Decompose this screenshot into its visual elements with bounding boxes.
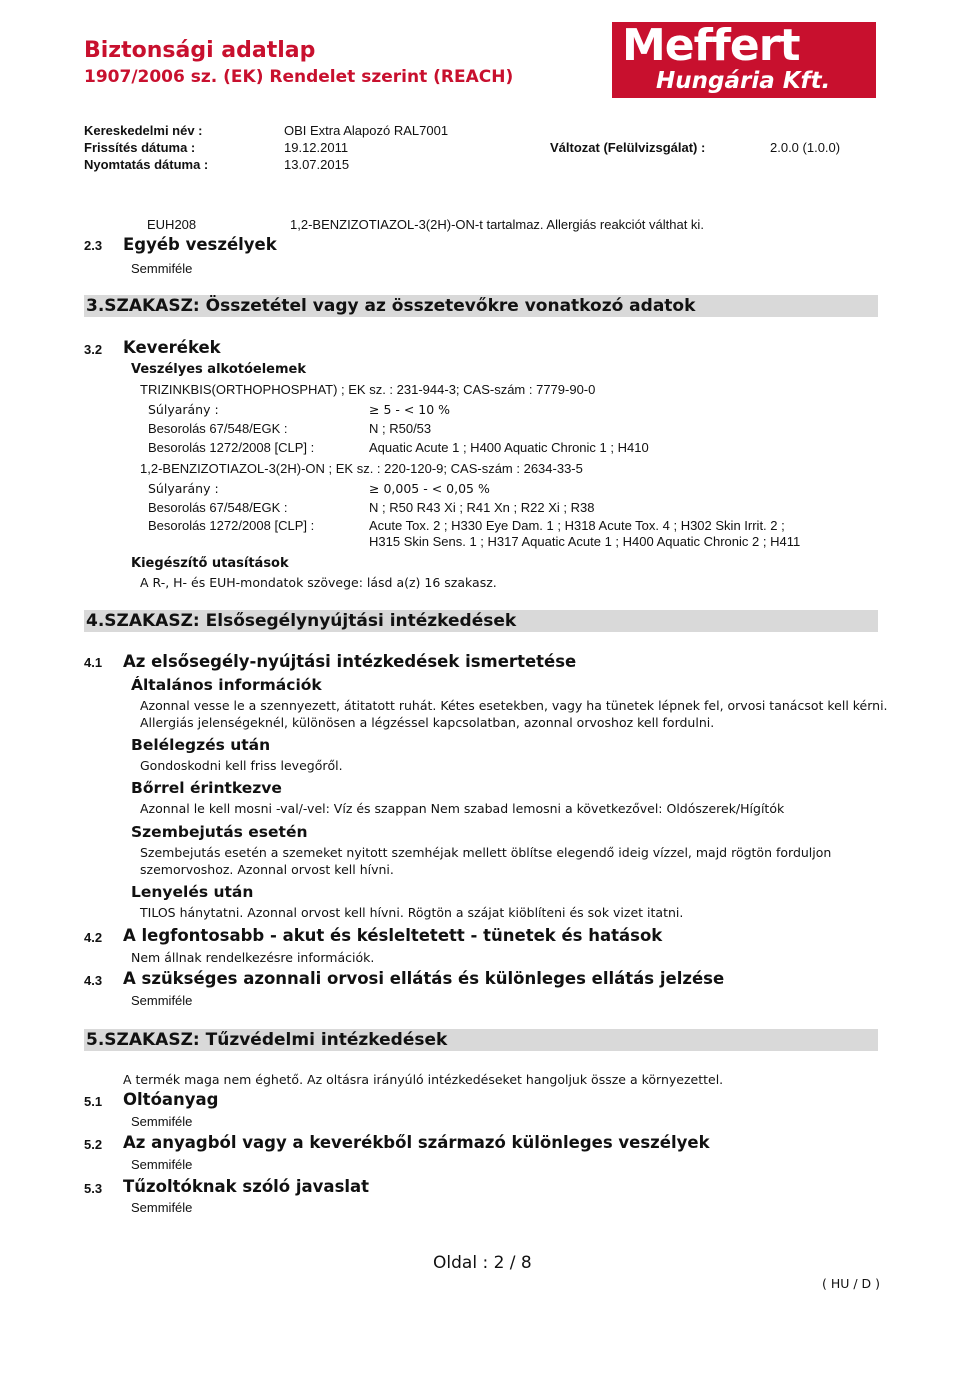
section-heading: A legfontosabb - akut és késleltetett - tünetek és hatások xyxy=(123,926,663,945)
section-number: 2.3 xyxy=(84,238,103,253)
supplementary-text: A R-, H- és EUH-mondatok szövege: lásd a(z) 16 szakasz. xyxy=(140,575,497,590)
section-4-bar xyxy=(84,610,878,632)
paragraph: Azonnal le kell mosni -val/-vel: Víz és szappan Nem szabad lemosni a következővel: Oldószerek/Hígítók xyxy=(140,801,785,816)
section-number: 5.3 xyxy=(84,1181,103,1196)
classification-value: Aquatic Acute 1 ; H400 Aquatic Chronic 1 ; H410 xyxy=(369,440,649,455)
trade-name-label: Kereskedelmi név : xyxy=(84,123,203,138)
section-3-bar xyxy=(84,295,878,317)
section-heading: Keverékek xyxy=(123,338,221,357)
section-5-title: 5.SZAKASZ: Tűzvédelmi intézkedések xyxy=(86,1030,448,1050)
section-number: 5.1 xyxy=(84,1094,103,1109)
section-heading: Egyéb veszélyek xyxy=(123,235,277,254)
classification-label: Besorolás 67/548/EGK : xyxy=(148,500,288,515)
classification-label: Besorolás 67/548/EGK : xyxy=(148,421,288,436)
document-title: Biztonsági adatlap xyxy=(84,38,316,63)
paragraph: Semmiféle xyxy=(131,993,193,1008)
weight-value: ≥ 5 - < 10 % xyxy=(369,402,451,417)
hazardous-components-label: Veszélyes alkotóelemek xyxy=(131,362,306,377)
supplementary-label: Kiegészítő utasítások xyxy=(131,556,289,571)
classification-value: Acute Tox. 2 ; H330 Eye Dam. 1 ; H318 Acute Tox. 4 ; H302 Skin Irrit. 2 ; xyxy=(369,518,785,533)
company-logo xyxy=(612,22,876,98)
paragraph: Nem állnak rendelkezésre információk. xyxy=(131,950,375,965)
section-5-bar xyxy=(84,1029,878,1051)
section-4-title: 4.SZAKASZ: Elsősegélynyújtási intézkedések xyxy=(86,611,517,631)
component-name: 1,2-BENZIZOTIAZOL-3(2H)-ON ; EK sz. : 220-120-9; CAS-szám : 2634-33-5 xyxy=(140,461,583,476)
paragraph: Semmiféle xyxy=(131,1157,193,1172)
document-subtitle: 1907/2006 sz. (EK) Rendelet szerint (REACH) xyxy=(84,67,514,87)
revision-label: Frissítés dátuma : xyxy=(84,140,196,155)
paragraph: Azonnal vesse le a szennyezett, átitatott ruhát. Kétes esetekben, vagy ha tünetek lépnek fel, orvosi tanácsot kell kérni. xyxy=(140,698,888,713)
euh-code: EUH208 xyxy=(147,217,197,232)
subheading: Általános információk xyxy=(131,676,322,694)
subheading: Lenyelés után xyxy=(131,883,254,901)
section-3-title: 3.SZAKASZ: Összetétel vagy az összetevőkre vonatkozó adatok xyxy=(86,296,696,316)
trade-name: OBI Extra Alapozó RAL7001 xyxy=(284,123,449,138)
paragraph: Szembejutás esetén a szemeket nyitott szemhéjak mellett öblítse elegendő ideig vízzel, majd rögtön forduljon xyxy=(140,845,832,860)
section-number: 3.2 xyxy=(84,342,103,357)
paragraph: TILOS hánytatni. Azonnal orvost kell hívni. Rögtön a szájat kiöblíteni és sok vizet itatni. xyxy=(140,905,684,920)
subheading: Belélegzés után xyxy=(131,736,271,754)
classification-label: Besorolás 1272/2008 [CLP] : xyxy=(148,440,315,455)
section-number: 4.3 xyxy=(84,973,103,988)
logo-line2: Hungária Kft. xyxy=(656,68,831,94)
classification-value: N ; R50 R43 Xi ; R41 Xn ; R22 Xi ; R38 xyxy=(369,500,595,515)
version-value: 2.0.0 (1.0.0) xyxy=(770,140,841,155)
paragraph: Allergiás jelenségeknél, különösen a légzéssel kapcsolatban, azonnal orvoshoz kell fordulni. xyxy=(140,715,715,730)
component-name: TRIZINKBIS(ORTHOPHOSPHAT) ; EK sz. : 231-944-3; CAS-szám : 7779-90-0 xyxy=(140,382,596,397)
section-heading: A szükséges azonnali orvosi ellátás és különleges ellátás jelzése xyxy=(123,969,725,988)
section-heading: Az elsősegély-nyújtási intézkedések ismertetése xyxy=(123,652,577,671)
section-number: 4.2 xyxy=(84,930,103,945)
logo-line1: Meffert xyxy=(622,20,800,71)
classification-value: H315 Skin Sens. 1 ; H317 Aquatic Acute 1 ; H400 Aquatic Chronic 2 ; H411 xyxy=(369,534,801,549)
euh-text: 1,2-BENZIZOTIAZOL-3(2H)-ON-t tartalmaz. Allergiás reakciót válthat ki. xyxy=(290,217,704,232)
paragraph: szemorvoshoz. Azonnal orvost kell hívni. xyxy=(140,862,394,877)
paragraph: Semmiféle xyxy=(131,1200,193,1215)
classification-label: Besorolás 1272/2008 [CLP] : xyxy=(148,518,315,533)
section-number: 5.2 xyxy=(84,1137,103,1152)
paragraph: A termék maga nem éghető. Az oltásra irányúló intézkedéseket hangoljuk össze a környezettel. xyxy=(123,1072,724,1087)
print-date-label: Nyomtatás dátuma : xyxy=(84,157,209,172)
section-heading: Oltóanyag xyxy=(123,1090,219,1109)
revision-date: 19.12.2011 xyxy=(284,140,349,155)
subheading: Szembejutás esetén xyxy=(131,823,308,841)
paragraph: Gondoskodni kell friss levegőről. xyxy=(140,758,343,773)
section-text: Semmiféle xyxy=(131,261,193,276)
page-number: Oldal : 2 / 8 xyxy=(433,1253,532,1273)
print-date: 13.07.2015 xyxy=(284,157,350,172)
section-heading: Tűzoltóknak szóló javaslat xyxy=(123,1177,370,1196)
version-label: Változat (Felülvizsgálat) : xyxy=(550,140,706,155)
language-code: ( HU / D ) xyxy=(822,1276,881,1291)
section-number: 4.1 xyxy=(84,655,103,670)
section-heading: Az anyagból vagy a keverékből származó különleges veszélyek xyxy=(123,1133,710,1152)
subheading: Bőrrel érintkezve xyxy=(131,779,282,797)
weight-label: Súlyarány : xyxy=(148,481,219,496)
classification-value: N ; R50/53 xyxy=(369,421,432,436)
paragraph: Semmiféle xyxy=(131,1114,193,1129)
weight-label: Súlyarány : xyxy=(148,402,219,417)
weight-value: ≥ 0,005 - < 0,05 % xyxy=(369,481,490,496)
